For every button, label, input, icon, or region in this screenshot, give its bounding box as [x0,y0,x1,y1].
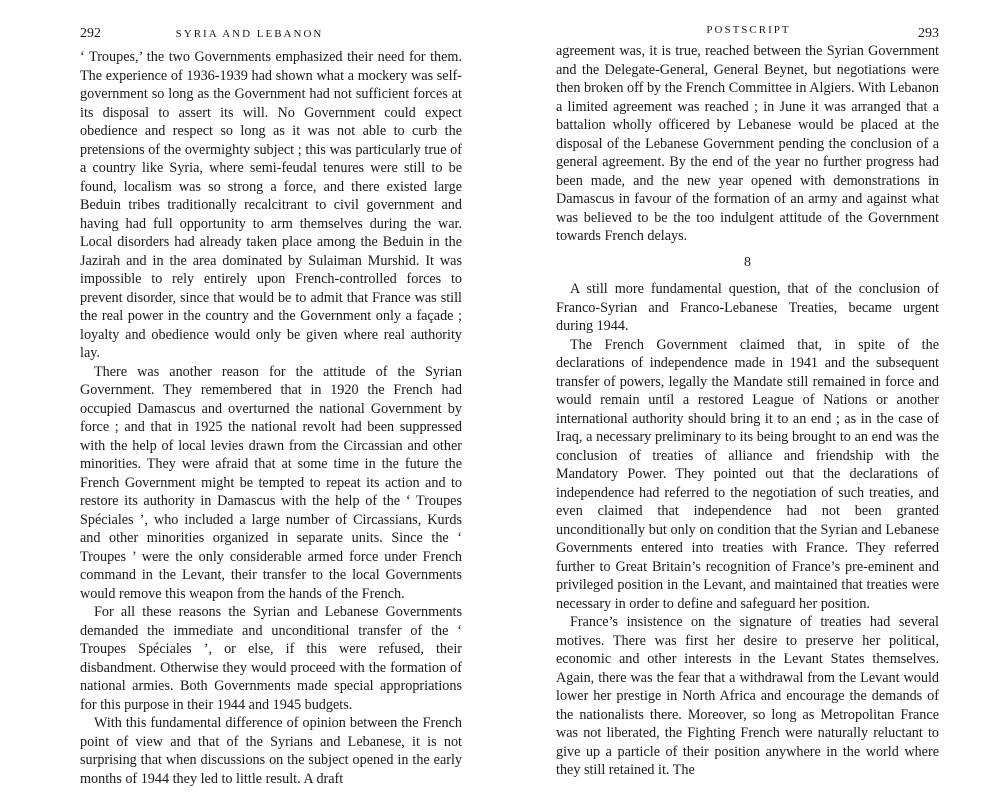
paragraph: agreement was, it is true, reached between the Syrian Government and the Delegate-General, General Beynet, but negotiations were then broken off by the French Committee in Algiers. With Lebanon a limited agreement was reached ; in June it was arranged that a battalion wholly officered by Lebanese would be placed at the disposal of the Lebanese Government pending the conclusion of a general agreement. By the end of the year no further progress had been made, and the new year opened with demonstrations in Damascus in favour of the formation of an army and against what was believed to be the too indulgent attitude of the Government towards French delays. [556,43,939,244]
paragraph: There was another reason for the attitude of the Syrian Government. They remembered that in 1920 the French had occupied Damascus and overturned the national Government by force ; and that in 1925 the national revolt had been suppressed with the help of local levies drawn from the Circassian and other minorities. They were afraid that at some time in the future the French Government might be tempted to repeat its action and to restore its authority in Damascus with the help of the ‘ Troupes Spéciales ’, who included a large number of Circassians, Kurds and other minorities organized in separate units. Since the ‘ Troupes ’ were the only considerable armed force under French command in the Levant, their transfer to the local Governments would remove this weapon from the hands of the French. [80,363,462,602]
page-number: 292 [80,26,101,41]
page-number: 293 [918,26,939,41]
paragraph: France’s insistence on the signature of treaties had several motives. There was first her desire to preserve her political, economic and other interests in the Levant States themselves. Again, there was the fear that a withdrawal from the Levant would lower her prestige in North Africa and encourage the demands of the nationalists there. Moreover, so long as Metropolitan France was not liberated, the Fighting French were naturally reluctant to give up a particle of their position anywhere in the world where they still retained it. The [556,614,939,778]
paragraph: A still more fundamental question, that of the conclusion of Franco-Syrian and Franco-Lebanese Treaties, became urgent during 1944. [556,281,939,334]
paragraph: For all these reasons the Syrian and Lebanese Governments demanded the immediate and unconditional transfer of the ‘ Troupes Spéciales ’, or else, if this were refused, their disbandment. Otherwise they would proceed with the formation of national armies. Both Governments made special appropriations for this purpose in their 1944 and 1945 budgets. [80,604,462,713]
paragraph: ‘ Troupes,’ the two Governments emphasized their need for them. The experience of 1936-1939 had shown what a mockery was self-government so long as the Government had not sufficient forces at its disposal to assert its will. No Government could expect obedience and respect so long as it was not able to curb the pretensions of the overmighty subject ; this was particularly true of a country like Syria, where semi-feudal tenures were still to be found, localism was so strong a force, and there existed large Beduin tribes traditionally recalcitrant to civil government and having had full opportunity to arm themselves during the war. Local disorders had already taken place among the Beduin in the Jazirah and in the area dominated by Sulaiman Murshid. It was impossible to rely entirely upon French-controlled forces to prevent disorder, since that would be to admit that France was still the real power in the country and the Government only a façade ; loyalty and obedience would only be given where real authority lay. [80,49,462,361]
right-page [499,0,998,795]
page-body [80,48,462,788]
section-number: 8 [744,254,751,270]
paragraph: The French Government claimed that, in spite of the declarations of independence made in 1941 and the subsequent transfer of powers, legally the Mandate still remained in force and would remain until a restored League of Nations or another international authority should bring it to an end ; as in the case of Iraq, a necessary preliminary to its being brought to an end was the conclusion of treaties of alliance and friendship with the Mandatory Power. They pointed out that the declarations of independence had referred to the negotiation of such treaties, and even claimed that independence had not been granted unconditionally but only on condition that the Syrian and Lebanese Governments entered into treaties with France. They referred further to Great Britain’s recognition of France’s pre-eminent and privileged position in the Levant, and maintained that treaties were necessary in order to define and safeguard her position. [556,336,939,612]
running-title: SYRIA AND LEBANON [175,28,324,40]
paragraph: With this fundamental difference of opinion between the French point of view and that of the Syrians and Lebanese, it is not surprising that when discussions on the subject opened in the early months of 1944 they led to little result. A draft [80,715,462,787]
page-body [556,42,939,780]
running-title: POSTSCRIPT [706,24,791,36]
